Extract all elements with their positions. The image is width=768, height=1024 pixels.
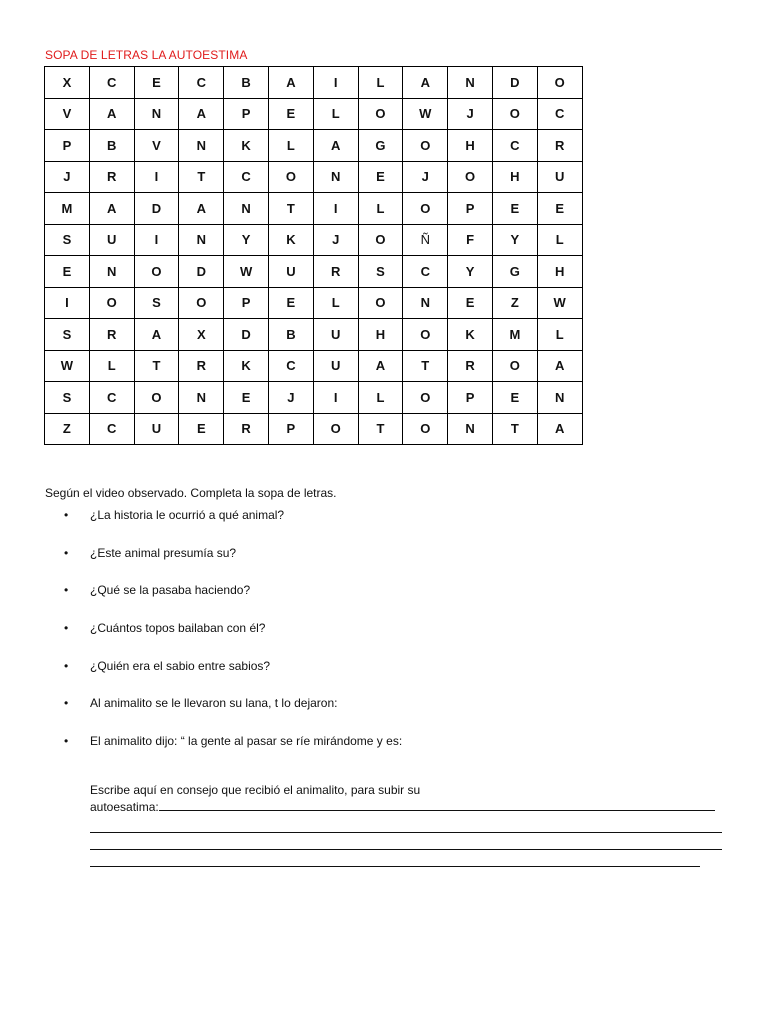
grid-cell[interactable]: T <box>179 161 224 193</box>
advice-answer-line-3[interactable] <box>90 833 722 850</box>
grid-cell[interactable]: C <box>89 382 134 414</box>
grid-cell[interactable]: A <box>358 350 403 382</box>
grid-cell[interactable]: T <box>134 350 179 382</box>
grid-row <box>45 287 583 319</box>
question-item: • ¿Este animal presumía su? <box>62 545 722 583</box>
grid-cell[interactable]: O <box>448 161 493 193</box>
advice-label: autoesatima: <box>90 800 159 814</box>
grid-cell[interactable]: I <box>134 161 179 193</box>
grid-cell[interactable]: O <box>492 350 537 382</box>
grid-cell[interactable]: H <box>537 256 582 288</box>
grid-cell[interactable]: Z <box>492 287 537 319</box>
grid-cell[interactable]: Ñ <box>403 224 448 256</box>
grid-cell[interactable]: H <box>492 161 537 193</box>
grid-cell[interactable]: A <box>89 98 134 130</box>
grid-cell[interactable]: P <box>224 98 269 130</box>
grid-cell[interactable]: L <box>313 287 358 319</box>
answer-underline <box>159 799 715 811</box>
grid-cell[interactable]: E <box>537 193 582 225</box>
grid-row <box>45 413 583 445</box>
grid-cell[interactable]: V <box>134 130 179 162</box>
grid-cell[interactable]: N <box>313 161 358 193</box>
grid-cell[interactable]: H <box>358 319 403 351</box>
grid-row <box>45 319 583 351</box>
grid-cell[interactable]: S <box>45 224 90 256</box>
grid-cell[interactable]: E <box>179 413 224 445</box>
grid-cell[interactable]: U <box>537 161 582 193</box>
grid-row <box>45 130 583 162</box>
grid-cell[interactable]: U <box>313 350 358 382</box>
grid-cell[interactable]: N <box>179 130 224 162</box>
grid-cell[interactable]: S <box>45 319 90 351</box>
grid-cell[interactable]: S <box>358 256 403 288</box>
advice-prompt <box>90 782 730 867</box>
grid-cell[interactable]: W <box>537 287 582 319</box>
grid-cell[interactable]: D <box>134 193 179 225</box>
grid-cell[interactable]: D <box>492 67 537 99</box>
grid-cell[interactable]: N <box>537 382 582 414</box>
grid-cell[interactable]: I <box>313 67 358 99</box>
grid-cell[interactable]: K <box>224 350 269 382</box>
grid-cell[interactable]: C <box>179 67 224 99</box>
grid-cell[interactable]: Y <box>492 224 537 256</box>
grid-cell[interactable]: L <box>268 130 313 162</box>
grid-cell[interactable]: U <box>313 319 358 351</box>
grid-cell[interactable]: J <box>45 161 90 193</box>
grid-cell[interactable]: P <box>448 193 493 225</box>
grid-cell[interactable]: D <box>224 319 269 351</box>
grid-cell[interactable]: E <box>45 256 90 288</box>
grid-row <box>45 193 583 225</box>
grid-cell[interactable]: G <box>358 130 403 162</box>
grid-cell[interactable]: I <box>134 224 179 256</box>
question-item: • El animalito dijo: “ la gente al pasar se ríe mirándome y es: <box>62 733 722 771</box>
grid-cell[interactable]: O <box>358 287 403 319</box>
grid-cell[interactable]: L <box>89 350 134 382</box>
grid-cell[interactable]: R <box>313 256 358 288</box>
question-item: • ¿Qué se la pasaba haciendo? <box>62 582 722 620</box>
grid-cell[interactable]: U <box>134 413 179 445</box>
grid-cell[interactable]: E <box>492 193 537 225</box>
question-list <box>62 507 722 771</box>
grid-cell[interactable]: V <box>45 98 90 130</box>
grid-cell[interactable]: K <box>224 130 269 162</box>
grid-cell[interactable]: N <box>403 287 448 319</box>
grid-cell[interactable]: T <box>358 413 403 445</box>
grid-cell[interactable]: O <box>134 256 179 288</box>
advice-answer-line-4[interactable] <box>90 850 700 867</box>
grid-cell[interactable]: C <box>492 130 537 162</box>
grid-cell[interactable]: U <box>89 224 134 256</box>
grid-cell[interactable]: C <box>89 413 134 445</box>
grid-cell[interactable]: E <box>268 98 313 130</box>
grid-cell[interactable]: R <box>537 130 582 162</box>
grid-cell[interactable]: B <box>268 319 313 351</box>
grid-cell[interactable]: R <box>224 413 269 445</box>
grid-cell[interactable]: N <box>179 382 224 414</box>
grid-cell[interactable]: E <box>448 287 493 319</box>
grid-cell[interactable]: O <box>492 98 537 130</box>
question-item: • ¿Cuántos topos bailaban con él? <box>62 620 722 658</box>
grid-cell[interactable]: R <box>179 350 224 382</box>
grid-cell[interactable]: R <box>89 319 134 351</box>
grid-cell[interactable]: L <box>537 319 582 351</box>
grid-cell[interactable]: P <box>268 413 313 445</box>
grid-cell[interactable]: O <box>403 130 448 162</box>
grid-cell[interactable]: I <box>313 382 358 414</box>
grid-cell[interactable]: P <box>45 130 90 162</box>
grid-cell[interactable]: J <box>268 382 313 414</box>
grid-row <box>45 67 583 99</box>
grid-cell[interactable]: O <box>268 161 313 193</box>
grid-cell[interactable]: C <box>268 350 313 382</box>
grid-cell[interactable]: N <box>89 256 134 288</box>
grid-cell[interactable]: E <box>268 287 313 319</box>
grid-cell[interactable]: I <box>45 287 90 319</box>
grid-cell[interactable]: J <box>313 224 358 256</box>
grid-cell[interactable]: A <box>313 130 358 162</box>
grid-cell[interactable]: L <box>313 98 358 130</box>
grid-cell[interactable]: A <box>134 319 179 351</box>
grid-cell[interactable]: B <box>89 130 134 162</box>
grid-cell[interactable]: K <box>268 224 313 256</box>
grid-cell[interactable]: O <box>403 413 448 445</box>
grid-cell[interactable]: T <box>268 193 313 225</box>
grid-cell[interactable]: T <box>403 350 448 382</box>
advice-answer-line-1[interactable] <box>90 799 720 816</box>
grid-cell[interactable]: O <box>358 98 403 130</box>
grid-cell[interactable]: A <box>537 350 582 382</box>
grid-cell[interactable]: C <box>224 161 269 193</box>
grid-cell[interactable]: R <box>448 350 493 382</box>
advice-answer-line-2[interactable] <box>90 816 722 833</box>
grid-cell[interactable]: W <box>403 98 448 130</box>
grid-cell[interactable]: M <box>45 193 90 225</box>
grid-cell[interactable]: O <box>134 382 179 414</box>
grid-cell[interactable]: O <box>89 287 134 319</box>
grid-cell[interactable]: C <box>89 67 134 99</box>
grid-row <box>45 224 583 256</box>
grid-cell[interactable]: N <box>448 413 493 445</box>
advice-lead-text: Escribe aquí en consejo que recibió el animalito, para subir su <box>90 783 421 797</box>
grid-cell[interactable]: Z <box>45 413 90 445</box>
grid-row <box>45 382 583 414</box>
grid-cell[interactable]: S <box>45 382 90 414</box>
grid-cell[interactable]: J <box>448 98 493 130</box>
question-item: • Al animalito se le llevaron su lana, t lo dejaron: <box>62 695 722 733</box>
grid-row <box>45 256 583 288</box>
grid-row <box>45 98 583 130</box>
grid-cell[interactable]: K <box>448 319 493 351</box>
grid-cell[interactable]: S <box>134 287 179 319</box>
grid-cell[interactable]: N <box>179 224 224 256</box>
grid-cell[interactable]: J <box>403 161 448 193</box>
grid-cell[interactable]: L <box>358 193 403 225</box>
grid-cell[interactable]: L <box>537 224 582 256</box>
instructions-text: Según el video observado. Completa la sopa de letras. <box>45 486 337 500</box>
grid-row <box>45 161 583 193</box>
grid-cell[interactable]: H <box>448 130 493 162</box>
grid-cell[interactable]: O <box>358 224 403 256</box>
grid-cell[interactable]: F <box>448 224 493 256</box>
grid-cell[interactable]: M <box>492 319 537 351</box>
grid-cell[interactable]: E <box>134 67 179 99</box>
grid-cell[interactable]: L <box>358 382 403 414</box>
page-title: SOPA DE LETRAS LA AUTOESTIMA <box>45 48 248 62</box>
grid-cell[interactable]: B <box>224 67 269 99</box>
grid-cell[interactable]: O <box>313 413 358 445</box>
question-item: • ¿La historia le ocurrió a qué animal? <box>62 507 722 545</box>
grid-cell[interactable]: E <box>358 161 403 193</box>
grid-cell[interactable]: O <box>403 319 448 351</box>
word-search-grid <box>44 66 583 445</box>
grid-cell[interactable]: W <box>45 350 90 382</box>
grid-cell[interactable]: I <box>313 193 358 225</box>
grid-cell[interactable]: Y <box>224 224 269 256</box>
grid-cell[interactable]: A <box>179 98 224 130</box>
grid-cell[interactable]: A <box>89 193 134 225</box>
grid-cell[interactable]: A <box>537 413 582 445</box>
grid-cell[interactable]: W <box>224 256 269 288</box>
grid-cell[interactable]: O <box>179 287 224 319</box>
grid-cell[interactable]: A <box>403 67 448 99</box>
grid-cell[interactable]: E <box>224 382 269 414</box>
grid-cell[interactable]: C <box>403 256 448 288</box>
grid-cell[interactable]: O <box>403 193 448 225</box>
grid-cell[interactable]: D <box>179 256 224 288</box>
grid-cell[interactable]: E <box>492 382 537 414</box>
question-item: • ¿Quién era el sabio entre sabios? <box>62 658 722 696</box>
grid-cell[interactable]: A <box>179 193 224 225</box>
grid-cell[interactable]: T <box>492 413 537 445</box>
grid-cell[interactable]: N <box>448 67 493 99</box>
grid-cell[interactable]: P <box>448 382 493 414</box>
grid-cell[interactable]: X <box>179 319 224 351</box>
grid-cell[interactable]: C <box>537 98 582 130</box>
grid-cell[interactable]: R <box>89 161 134 193</box>
grid-cell[interactable]: A <box>268 67 313 99</box>
grid-cell[interactable]: U <box>268 256 313 288</box>
grid-cell[interactable]: P <box>224 287 269 319</box>
grid-cell[interactable]: N <box>224 193 269 225</box>
grid-cell[interactable]: O <box>403 382 448 414</box>
grid-cell[interactable]: G <box>492 256 537 288</box>
grid-cell[interactable]: Y <box>448 256 493 288</box>
grid-cell[interactable]: N <box>134 98 179 130</box>
grid-row <box>45 350 583 382</box>
grid-cell[interactable]: O <box>537 67 582 99</box>
grid-cell[interactable]: L <box>358 67 403 99</box>
grid-cell[interactable]: X <box>45 67 90 99</box>
